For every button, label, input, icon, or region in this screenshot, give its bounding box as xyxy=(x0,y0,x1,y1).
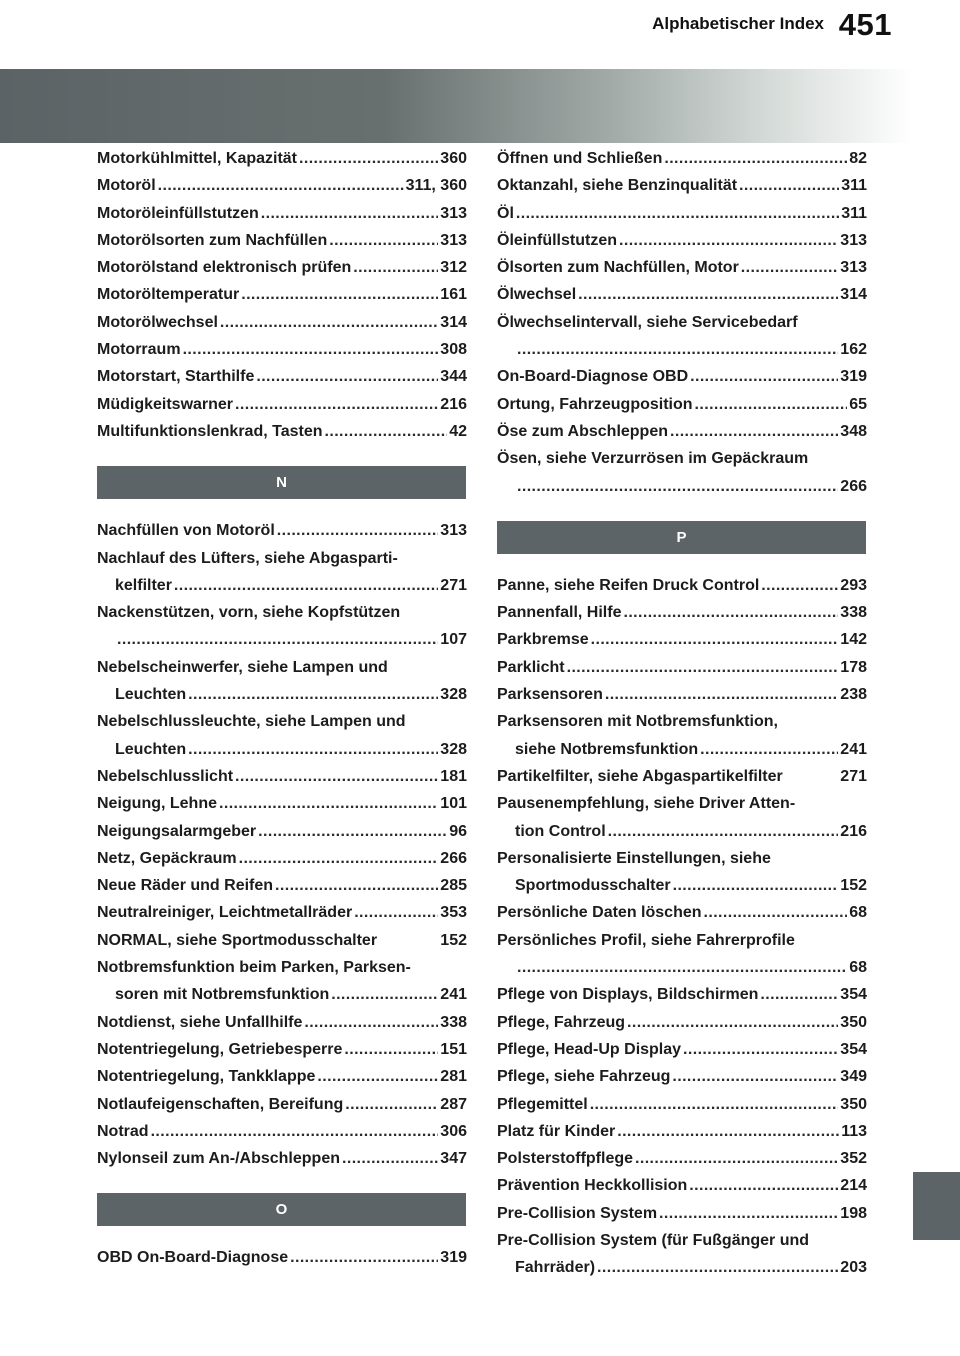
index-entry xyxy=(497,1036,867,1063)
dot-leader xyxy=(690,363,838,390)
dot-leader xyxy=(635,1145,838,1172)
index-term: Motoröleinfüllstutzen xyxy=(97,204,259,222)
index-entry xyxy=(97,254,467,281)
index-term: Leuchten xyxy=(115,686,187,704)
index-entry xyxy=(97,545,467,600)
page-reference: 308 xyxy=(440,341,467,359)
dot-leader xyxy=(329,227,438,254)
index-entry xyxy=(497,1009,867,1036)
page-reference: 82 xyxy=(849,150,867,167)
index-term: Pre-Collision System (für Fußgänger und xyxy=(497,1231,810,1249)
dot-leader xyxy=(517,954,847,981)
index-term: Prävention Heckkollision xyxy=(497,1177,688,1195)
dot-leader xyxy=(117,626,438,653)
dot-leader xyxy=(325,418,448,445)
index-entry xyxy=(497,708,867,763)
page-reference: 214 xyxy=(840,1177,867,1195)
index-term: Parksensoren mit Notbremsfunktion, xyxy=(497,713,778,731)
index-entry xyxy=(97,200,467,227)
index-term: Nackenstützen, vorn, siehe Kopfstützen xyxy=(97,604,401,622)
index-term: Parksensoren xyxy=(497,686,603,704)
page-reference: 349 xyxy=(840,1068,867,1086)
page-reference: 338 xyxy=(840,604,867,622)
index-entry xyxy=(497,763,867,790)
index-term: Öffnen und Schließen xyxy=(497,150,663,167)
index-term: Motorkühlmittel, Kapazität xyxy=(97,150,298,167)
page-reference: 198 xyxy=(840,1204,867,1222)
index-term: Panne, siehe Reifen Druck Control xyxy=(497,576,760,594)
index-term: Motorölwechsel xyxy=(97,313,218,331)
index-term: Pannenfall, Hilfe xyxy=(497,604,622,622)
page-reference: 306 xyxy=(440,1122,467,1140)
index-entry xyxy=(97,1009,467,1036)
dot-leader xyxy=(188,736,438,763)
index-entry xyxy=(97,391,467,418)
dot-leader xyxy=(760,981,838,1008)
header-title: Alphabetischer Index xyxy=(652,14,824,33)
page-reference: 142 xyxy=(840,631,867,649)
dot-leader xyxy=(608,818,839,845)
index-entry xyxy=(97,363,467,390)
dot-leader xyxy=(220,309,438,336)
page-reference: 271 xyxy=(440,576,467,594)
dot-leader xyxy=(517,473,838,500)
page-reference: 313 xyxy=(440,522,467,540)
index-entry xyxy=(97,1036,467,1063)
index-entry xyxy=(97,872,467,899)
dot-leader xyxy=(617,1118,839,1145)
index-entry xyxy=(97,708,467,763)
dot-leader xyxy=(183,336,439,363)
dot-leader xyxy=(670,418,838,445)
index-term: Nachfüllen von Motoröl xyxy=(97,522,275,540)
page-reference: 42 xyxy=(449,422,467,440)
page-reference: 352 xyxy=(840,1150,867,1168)
index-entry xyxy=(97,599,467,654)
dot-leader xyxy=(354,899,438,926)
index-term: Pflege, Head-Up Display xyxy=(497,1040,682,1058)
index-entry xyxy=(97,281,467,308)
dot-leader xyxy=(261,200,439,227)
index-entry xyxy=(97,790,467,817)
dot-leader xyxy=(591,626,839,653)
dot-leader xyxy=(739,172,839,199)
dot-leader xyxy=(158,172,404,199)
page-reference: 312 xyxy=(440,259,467,277)
index-term: Sportmodusschalter xyxy=(515,877,671,895)
index-term: Notentriegelung, Tankklappe xyxy=(97,1068,316,1086)
dot-leader xyxy=(619,227,838,254)
index-term: Pflegemittel xyxy=(497,1095,588,1113)
index-term: Partikelfilter, siehe Abgaspartikelfilter xyxy=(497,767,783,785)
index-entry xyxy=(97,172,467,199)
index-entry xyxy=(97,1063,467,1090)
index-term: Persönliches Profil, siehe Fahrerprofile xyxy=(497,931,795,949)
page-reference: 203 xyxy=(840,1259,867,1277)
dot-leader xyxy=(627,1009,838,1036)
index-term: Neigungsalarmgeber xyxy=(97,822,257,840)
index-term: Motorstart, Starthilfe xyxy=(97,368,255,386)
dot-leader xyxy=(331,981,438,1008)
dot-leader xyxy=(695,391,848,418)
index-entry xyxy=(97,1118,467,1145)
dot-leader xyxy=(219,790,438,817)
page-reference: 216 xyxy=(840,822,867,840)
page-reference: 266 xyxy=(840,477,867,495)
index-term: kelfilter xyxy=(115,576,172,594)
index-entry xyxy=(497,172,867,199)
index-entry xyxy=(497,1145,867,1172)
page-reference: 354 xyxy=(840,1040,867,1058)
index-term: NORMAL, siehe Sportmodusschalter xyxy=(97,931,378,949)
index-entry xyxy=(497,626,867,653)
index-term: Parklicht xyxy=(497,658,565,676)
index-term: Persönliche Daten löschen xyxy=(497,904,702,922)
dot-leader xyxy=(256,363,438,390)
index-entry xyxy=(97,954,467,1009)
page-reference: 287 xyxy=(440,1095,467,1113)
index-entry xyxy=(97,818,467,845)
index-entry xyxy=(497,200,867,227)
page-reference: 348 xyxy=(840,422,867,440)
index-term: Öleinfüllstutzen xyxy=(497,231,617,249)
index-term: Ortung, Fahrzeugposition xyxy=(497,395,693,413)
dot-leader xyxy=(516,200,839,227)
page-reference: 113 xyxy=(841,1122,867,1140)
index-entry xyxy=(97,336,467,363)
section-header: N xyxy=(97,466,466,499)
index-term: Notrad xyxy=(97,1122,149,1140)
dot-leader xyxy=(344,1036,438,1063)
page-reference: 238 xyxy=(840,686,867,704)
page-reference: 338 xyxy=(440,1013,467,1031)
index-entry xyxy=(97,1145,467,1172)
dot-leader xyxy=(151,1118,439,1145)
dot-leader xyxy=(700,736,838,763)
index-entry xyxy=(497,1200,867,1227)
page-reference: 152 xyxy=(840,877,867,895)
index-term: Oktanzahl, siehe Benzinqualität xyxy=(497,177,738,195)
index-column-left xyxy=(97,145,467,1272)
page-reference: 162 xyxy=(840,341,867,359)
dot-leader xyxy=(235,391,438,418)
section-header: O xyxy=(97,1193,466,1226)
dot-leader xyxy=(673,872,839,899)
page-reference: 68 xyxy=(849,904,867,922)
dot-leader xyxy=(672,1063,838,1090)
page-reference: 271 xyxy=(840,767,867,785)
index-entry xyxy=(97,927,467,954)
index-entry xyxy=(497,145,867,172)
index-entry xyxy=(497,681,867,708)
index-term: Polsterstoffpflege xyxy=(497,1150,634,1168)
page-reference: 311 xyxy=(841,177,867,195)
index-entry xyxy=(497,1091,867,1118)
index-term: Öse zum Abschleppen xyxy=(497,422,668,440)
dot-leader xyxy=(704,899,848,926)
page-reference: 101 xyxy=(440,795,467,813)
page-reference: 241 xyxy=(840,740,867,758)
dot-leader xyxy=(188,681,438,708)
dot-leader xyxy=(353,254,438,281)
page-reference: 328 xyxy=(440,686,467,704)
page-header xyxy=(0,0,960,52)
index-entry xyxy=(497,599,867,626)
index-term: Nylonseil zum An-/Abschleppen xyxy=(97,1150,340,1168)
index-entry xyxy=(97,845,467,872)
dot-leader xyxy=(290,1244,438,1271)
index-entry xyxy=(497,899,867,926)
index-term: Parkbremse xyxy=(497,631,589,649)
page-reference: 313 xyxy=(840,231,867,249)
dot-leader xyxy=(277,517,439,544)
dot-leader xyxy=(258,818,447,845)
page-reference: 313 xyxy=(440,204,467,222)
page-reference: 181 xyxy=(440,767,467,785)
dot-leader xyxy=(299,145,438,172)
index-entry xyxy=(497,654,867,681)
index-entry xyxy=(497,281,867,308)
page-reference: 328 xyxy=(440,740,467,758)
index-entry xyxy=(497,845,867,900)
page-reference: 319 xyxy=(840,368,867,386)
page-reference: 344 xyxy=(440,368,467,386)
dot-leader xyxy=(590,1091,839,1118)
index-term: Nachlauf des Lüfters, siehe Abgasparti- xyxy=(97,549,398,567)
dot-leader xyxy=(664,145,847,172)
index-term: Motoröl xyxy=(97,177,156,195)
page-reference: 350 xyxy=(840,1095,867,1113)
dot-leader xyxy=(597,1254,838,1281)
index-entry xyxy=(497,1227,867,1282)
index-term: Pflege, siehe Fahrzeug xyxy=(497,1068,671,1086)
index-entry xyxy=(97,654,467,709)
index-term: Platz für Kinder xyxy=(497,1122,616,1140)
index-entry xyxy=(497,418,867,445)
index-term: Notdienst, siehe Unfallhilfe xyxy=(97,1013,303,1031)
page-reference: 178 xyxy=(840,658,867,676)
index-term: soren mit Notbremsfunktion xyxy=(115,986,330,1004)
header-banner xyxy=(0,69,913,143)
dot-leader xyxy=(235,763,438,790)
index-term: Motorölstand elektronisch prüfen xyxy=(97,259,352,277)
index-term: siehe Notbremsfunktion xyxy=(515,740,699,758)
page-number: 451 xyxy=(838,7,892,42)
index-term: Öl xyxy=(497,204,514,222)
page-reference: 107 xyxy=(440,631,467,649)
index-entry xyxy=(497,391,867,418)
page-reference: 319 xyxy=(440,1249,467,1267)
page-reference: 241 xyxy=(440,986,467,1004)
dot-leader xyxy=(761,572,838,599)
index-term: OBD On-Board-Diagnose xyxy=(97,1249,289,1267)
index-entry xyxy=(97,1244,467,1271)
dot-leader xyxy=(517,336,838,363)
index-entry xyxy=(97,763,467,790)
index-term: Notlaufeigenschaften, Bereifung xyxy=(97,1095,344,1113)
index-term: Neue Räder und Reifen xyxy=(97,877,274,895)
page-reference: 311 xyxy=(841,204,867,222)
page-reference: 281 xyxy=(440,1068,467,1086)
dot-leader xyxy=(567,654,839,681)
index-term: Leuchten xyxy=(115,740,187,758)
page-reference: 68 xyxy=(849,959,867,977)
index-term: Motorraum xyxy=(97,341,181,359)
index-term: Ölwechselintervall, siehe Servicebedarf xyxy=(497,313,798,331)
index-entry xyxy=(497,1063,867,1090)
index-entry xyxy=(497,1118,867,1145)
dot-leader xyxy=(623,599,838,626)
index-entry xyxy=(497,363,867,390)
index-term: Nebelscheinwerfer, siehe Lampen und xyxy=(97,658,388,676)
section-header: P xyxy=(497,521,866,554)
dot-leader xyxy=(174,572,438,599)
index-term: Nebelschlusslicht xyxy=(97,767,234,785)
dot-leader xyxy=(741,254,839,281)
index-term: tion Control xyxy=(515,822,606,840)
index-term: On-Board-Diagnose OBD xyxy=(497,368,689,386)
index-term: Ölwechsel xyxy=(497,286,577,304)
page-reference: 313 xyxy=(440,231,467,249)
index-term: Notbremsfunktion beim Parken, Parksen- xyxy=(97,959,411,977)
page-reference: 360 xyxy=(440,150,467,167)
page-reference: 161 xyxy=(440,286,467,304)
index-term: Netz, Gepäckraum xyxy=(97,849,237,867)
index-entry xyxy=(497,927,867,982)
page-reference: 293 xyxy=(840,576,867,594)
page-reference: 152 xyxy=(440,931,467,949)
dot-leader xyxy=(239,845,439,872)
index-entry xyxy=(97,309,467,336)
index-term: Fahrräder) xyxy=(515,1259,596,1277)
index-entry xyxy=(497,227,867,254)
dot-leader xyxy=(304,1009,438,1036)
chapter-side-tab xyxy=(913,1172,960,1240)
page-reference: 347 xyxy=(440,1150,467,1168)
page-reference: 353 xyxy=(440,904,467,922)
index-entry xyxy=(97,899,467,926)
index-entry xyxy=(497,1172,867,1199)
index-term: Motorölsorten zum Nachfüllen xyxy=(97,231,328,249)
page-reference: 354 xyxy=(840,986,867,1004)
index-entry xyxy=(497,790,867,845)
index-term: Müdigkeitswarner xyxy=(97,395,234,413)
index-entry xyxy=(97,145,467,172)
page-reference: 314 xyxy=(840,286,867,304)
index-entry xyxy=(497,254,867,281)
index-entry xyxy=(497,445,867,500)
index-term: Pflege, Fahrzeug xyxy=(497,1013,626,1031)
index-term: Motoröltemperatur xyxy=(97,286,240,304)
index-entry xyxy=(97,418,467,445)
dot-leader xyxy=(578,281,838,308)
dot-leader xyxy=(345,1091,438,1118)
page-reference: 313 xyxy=(840,259,867,277)
index-entry xyxy=(97,517,467,544)
dot-leader xyxy=(275,872,438,899)
index-entry xyxy=(497,309,867,364)
index-entry xyxy=(97,227,467,254)
page-reference: 314 xyxy=(440,313,467,331)
page-reference: 151 xyxy=(440,1040,467,1058)
page-reference: 65 xyxy=(849,395,867,413)
page-reference: 285 xyxy=(440,877,467,895)
dot-leader xyxy=(241,281,438,308)
index-entry xyxy=(97,1091,467,1118)
index-term: Neigung, Lehne xyxy=(97,795,217,813)
page-reference: 266 xyxy=(440,849,467,867)
index-entry xyxy=(497,981,867,1008)
index-term: Multifunktionslenkrad, Tasten xyxy=(97,422,323,440)
page-reference: 350 xyxy=(840,1013,867,1031)
index-entry xyxy=(497,572,867,599)
dot-leader xyxy=(317,1063,438,1090)
index-term: Personalisierte Einstellungen, siehe xyxy=(497,849,771,867)
index-term: Neutralreiniger, Leichtmetallräder xyxy=(97,904,353,922)
index-term: Pflege von Displays, Bildschirmen xyxy=(497,986,759,1004)
page-reference: 311, 360 xyxy=(405,177,467,195)
dot-leader xyxy=(659,1200,838,1227)
index-term: Pausenempfehlung, siehe Driver Atten- xyxy=(497,795,796,813)
dot-leader xyxy=(683,1036,838,1063)
index-term: Ösen, siehe Verzurrösen im Gepäckraum xyxy=(497,450,809,468)
dot-leader xyxy=(342,1145,438,1172)
page-reference: 96 xyxy=(449,822,467,840)
index-term: Nebelschlussleuchte, siehe Lampen und xyxy=(97,713,406,731)
index-column-right xyxy=(497,145,867,1282)
index-term: Ölsorten zum Nachfüllen, Motor xyxy=(497,259,739,277)
dot-leader xyxy=(605,681,838,708)
page-reference: 216 xyxy=(440,395,467,413)
index-term: Notentriegelung, Getriebesperre xyxy=(97,1040,343,1058)
dot-leader xyxy=(689,1172,838,1199)
index-term: Pre-Collision System xyxy=(497,1204,658,1222)
